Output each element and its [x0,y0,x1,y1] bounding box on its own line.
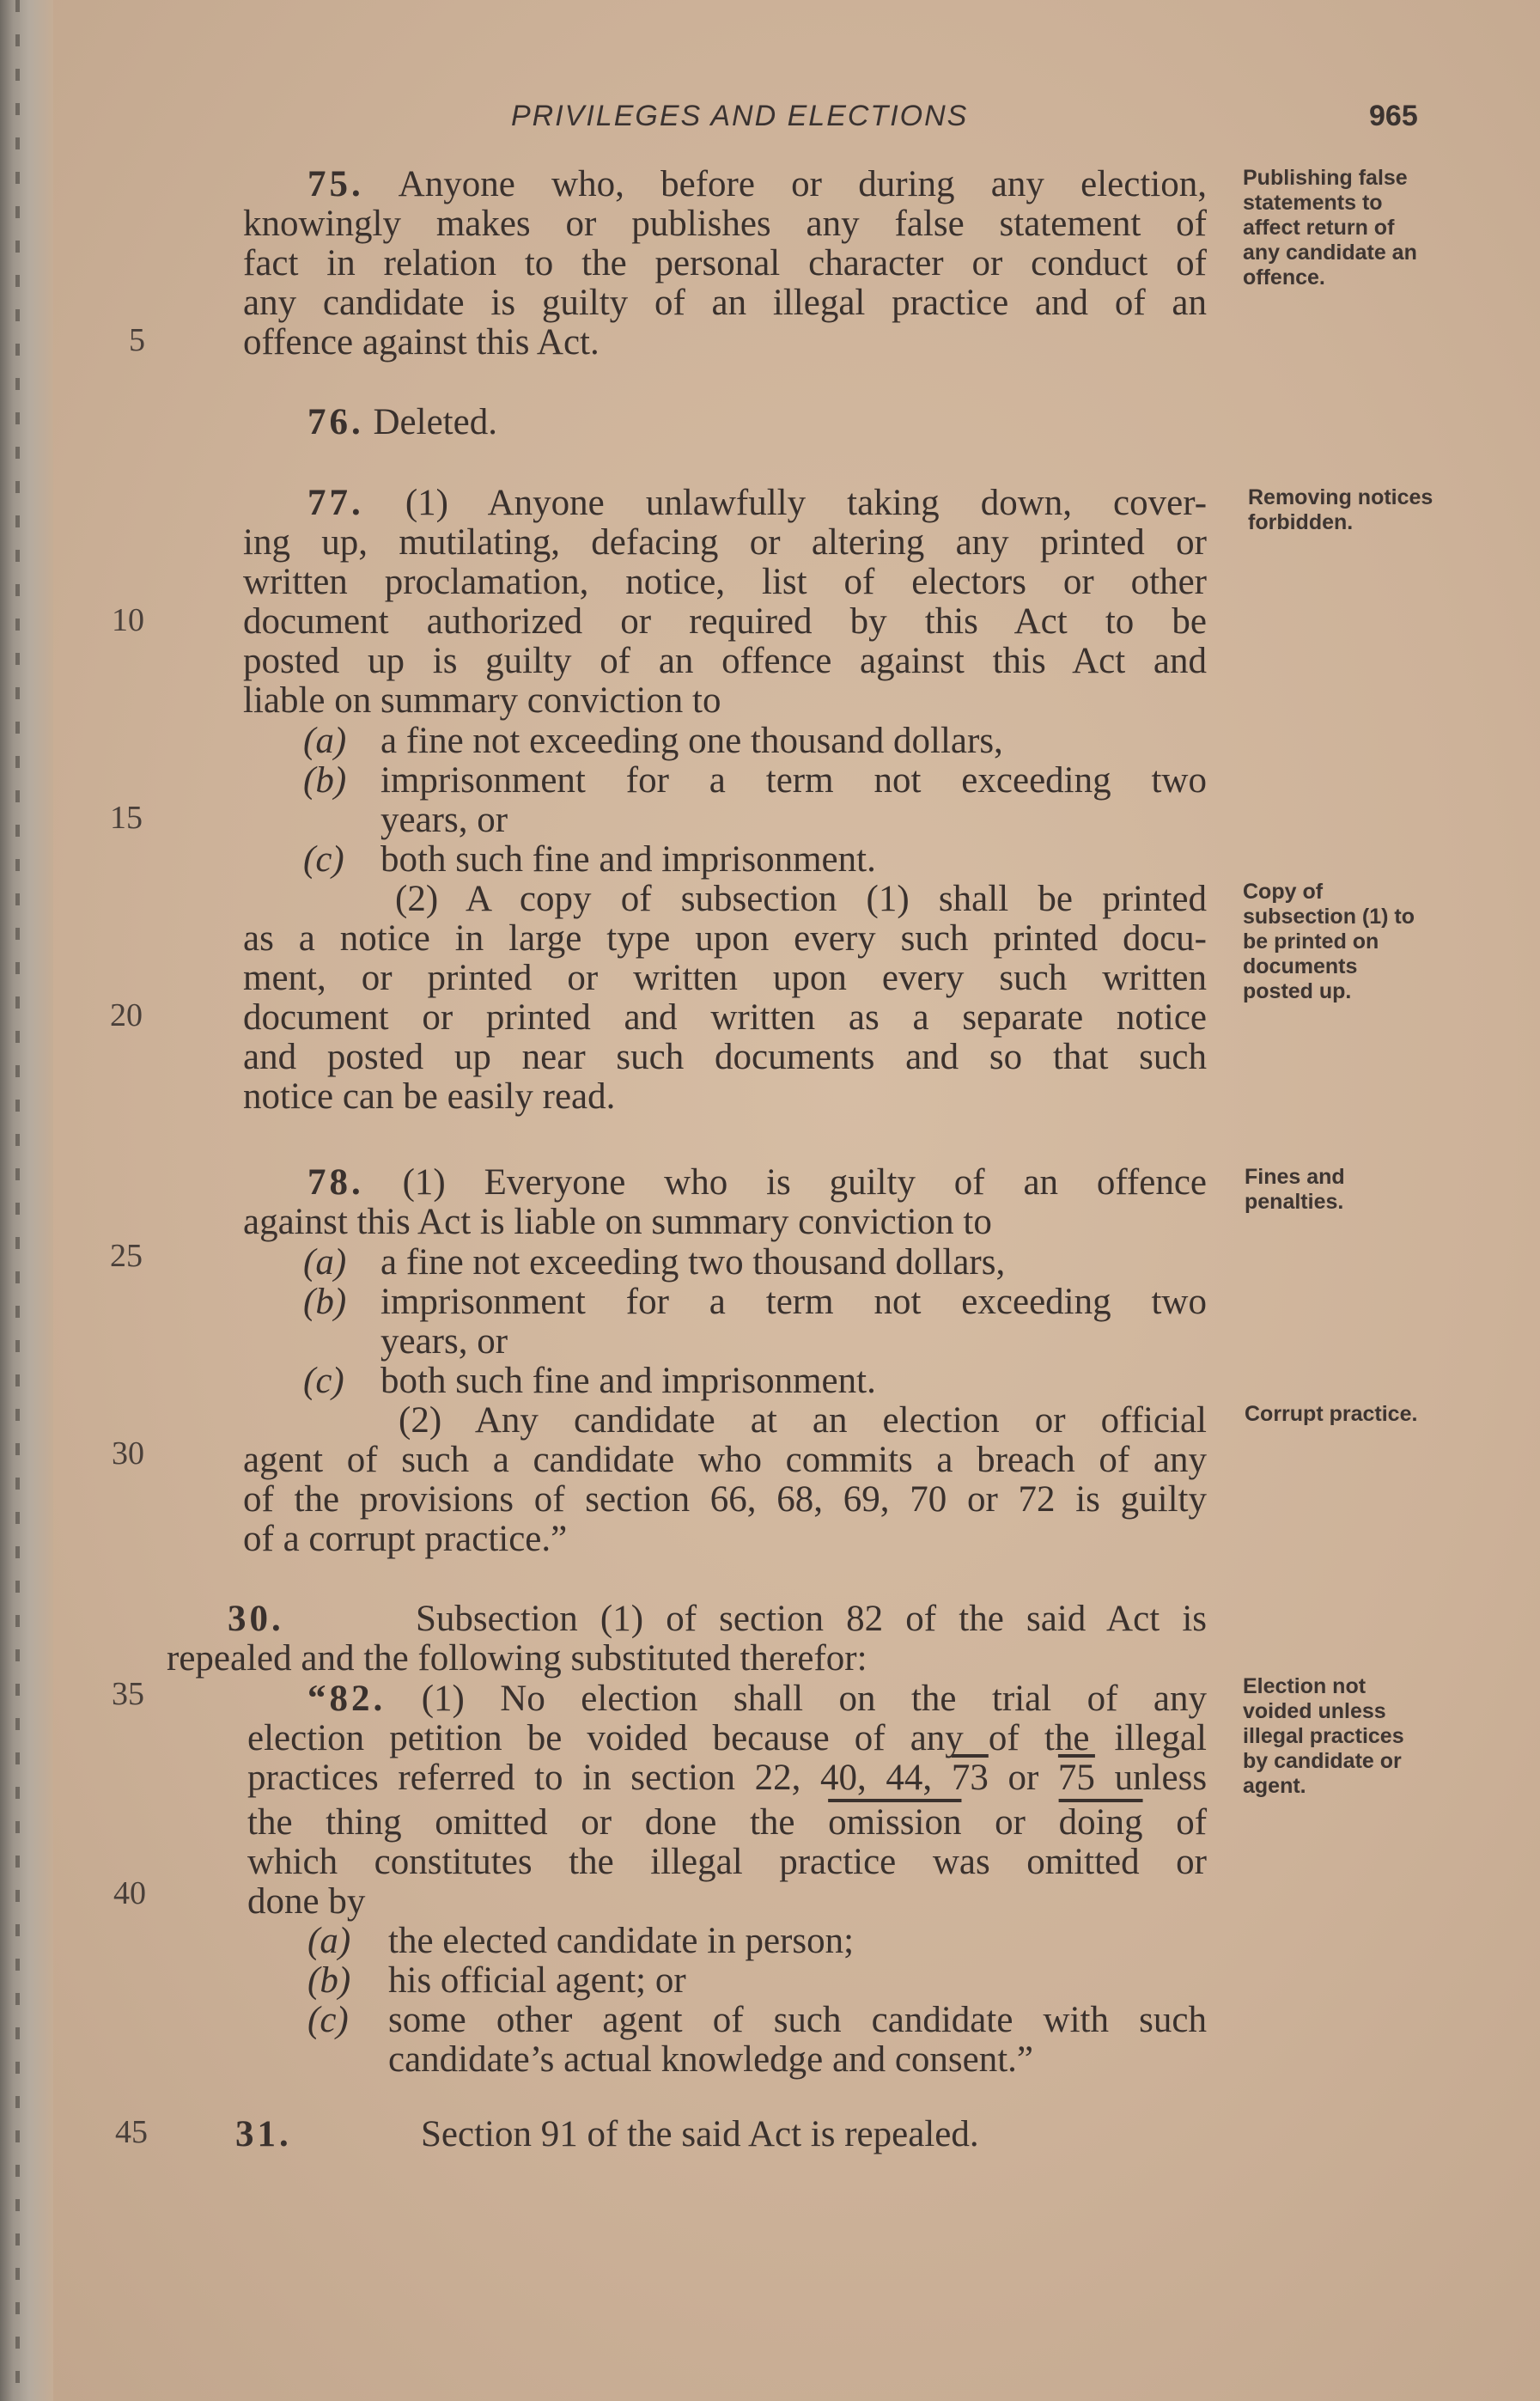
text-line: (2) A copy of subsection (1) shall be printed [395,879,1207,919]
marginal-note: Publishing false statements to affect return of any candidate an offence. [1243,166,1417,289]
clause-label: (b) [303,760,347,801]
clause-label: (b) [303,1282,347,1322]
clause-text: both such fine and imprisonment. [380,839,876,880]
clause-label: (b) [307,1960,351,2001]
overlined-word: doing [1058,1802,1143,1843]
text-line: document or printed and written as a separate notice [243,997,1207,1038]
text-line: ing up, mutilating, defacing or altering any printed or [243,522,1207,563]
clause-text: a fine not exceeding two thousand dollars, [380,1242,1006,1283]
marginal-note: Election not voided unless illegal practices by candidate or agent. [1243,1674,1404,1798]
marginal-note: Corrupt practice. [1245,1402,1418,1426]
clause-number: 30. [228,1599,284,1639]
book-spine-shadow [0,0,53,2401]
text-line: knowingly makes or publishes any false statement of [243,204,1207,244]
text-line: of a corrupt practice.” [243,1519,568,1559]
text-line: as a notice in large type upon every such printed docu- [243,918,1207,959]
text-line: which constitutes the illegal practice was omitted or [247,1842,1207,1882]
text-line: any candidate is guilty of an illegal practice and of an [243,283,1207,323]
text-line: Section 91 of the said Act is repealed. [421,2114,979,2154]
text-line: election petition be voided because of any of the illegal [247,1718,1207,1758]
text-line: agent of such a candidate who commits a breach of any [243,1440,1207,1480]
section-number: “82. [307,1679,387,1719]
marginal-note: Removing notices forbidden. [1248,485,1433,534]
section-number: 78. [307,1162,364,1203]
clause-text: years, or [380,800,508,840]
line-number: 25 [110,1238,143,1274]
section-76-line: 76. Deleted. [307,402,497,442]
text-line-with-overlines: practices referred to in section 22, 40, 44, 73 or 75 unless [247,1758,1208,1798]
text-line: done by [247,1881,366,1922]
text-line: notice can be easily read. [243,1076,616,1117]
page-number: 965 [1369,100,1418,132]
section-77-first-line: 77. (1) Anyone unlawfully taking down, cover- [307,483,1208,523]
clause-text: some other agent of such candidate with such [388,2000,1207,2040]
text-line: of the provisions of section 66, 68, 69, 70 or 72 is guilty [243,1479,1207,1520]
text-line: fact in relation to the personal character or conduct of [243,243,1207,283]
clause-text: both such fine and imprisonment. [380,1361,876,1401]
section-number: 77. [307,483,364,523]
text-line: document authorized or required by this Act to be [243,601,1207,642]
text-line: liable on summary conviction to [243,680,721,721]
overlined-word: omission [828,1802,962,1843]
clause-label: (c) [307,2000,349,2040]
clause-label: (a) [303,1242,347,1283]
line-number: 45 [115,2114,148,2150]
text-line: against this Act is liable on summary conviction to [243,1202,992,1242]
clause-text: imprisonment for a term not exceeding two [380,760,1207,801]
clause-text: the elected candidate in person; [388,1921,855,1961]
clause-label: (c) [303,1361,344,1401]
clause-label: (a) [307,1921,351,1961]
line-number: 10 [112,602,144,638]
clause-text: candidate’s actual knowledge and consent.” [388,2039,1034,2080]
overlined-number: 73 [951,1758,989,1798]
text-line: posted up is guilty of an offence against this Act and [243,641,1207,681]
line-number: 15 [110,800,143,836]
text-line: and posted up near such documents and so that such [243,1037,1207,1077]
section-82-first-line: “82. (1) No election shall on the trial of any [307,1679,1207,1719]
text-line: ment, or printed or written upon every such written [243,958,1207,998]
line-number: 35 [112,1676,144,1712]
text-line: (2) Any candidate at an election or official [399,1400,1207,1441]
marginal-note: Fines and penalties. [1245,1165,1345,1214]
text-line: repealed and the following substituted therefor: [167,1638,867,1679]
line-number: 5 [129,322,145,358]
text-line-with-overlines: the thing omitted or done the omission or doing of [247,1802,1208,1843]
clause-label: (c) [303,839,344,880]
line-number: 20 [110,997,143,1033]
marginal-note: Copy of subsection (1) to be printed on documents posted up. [1243,880,1415,1003]
clause-text: his official agent; or [388,1960,686,2001]
section-78-first-line: 78. (1) Everyone who is guilty of an offence [307,1162,1207,1203]
section-number: 76. [307,402,364,442]
text-line: written proclamation, notice, list of electors or other [243,562,1207,602]
clause-number: 31. [235,2114,292,2154]
clause-text: years, or [380,1321,508,1362]
clause-text: imprisonment for a term not exceeding two [380,1282,1207,1322]
line-number: 40 [113,1875,146,1911]
line-number: 30 [112,1435,144,1472]
text-line: Subsection (1) of section 82 of the said Act is [416,1599,1207,1639]
section-number: 75. [307,164,364,204]
text-line: offence against this Act. [243,322,600,363]
overlined-number: 75 [1057,1758,1095,1798]
running-header: PRIVILEGES AND ELECTIONS [511,100,969,132]
section-75-first-line: 75. Anyone who, before or during any election, [307,164,1207,204]
clause-text: a fine not exceeding one thousand dollars, [380,721,1003,761]
clause-label: (a) [303,721,347,761]
